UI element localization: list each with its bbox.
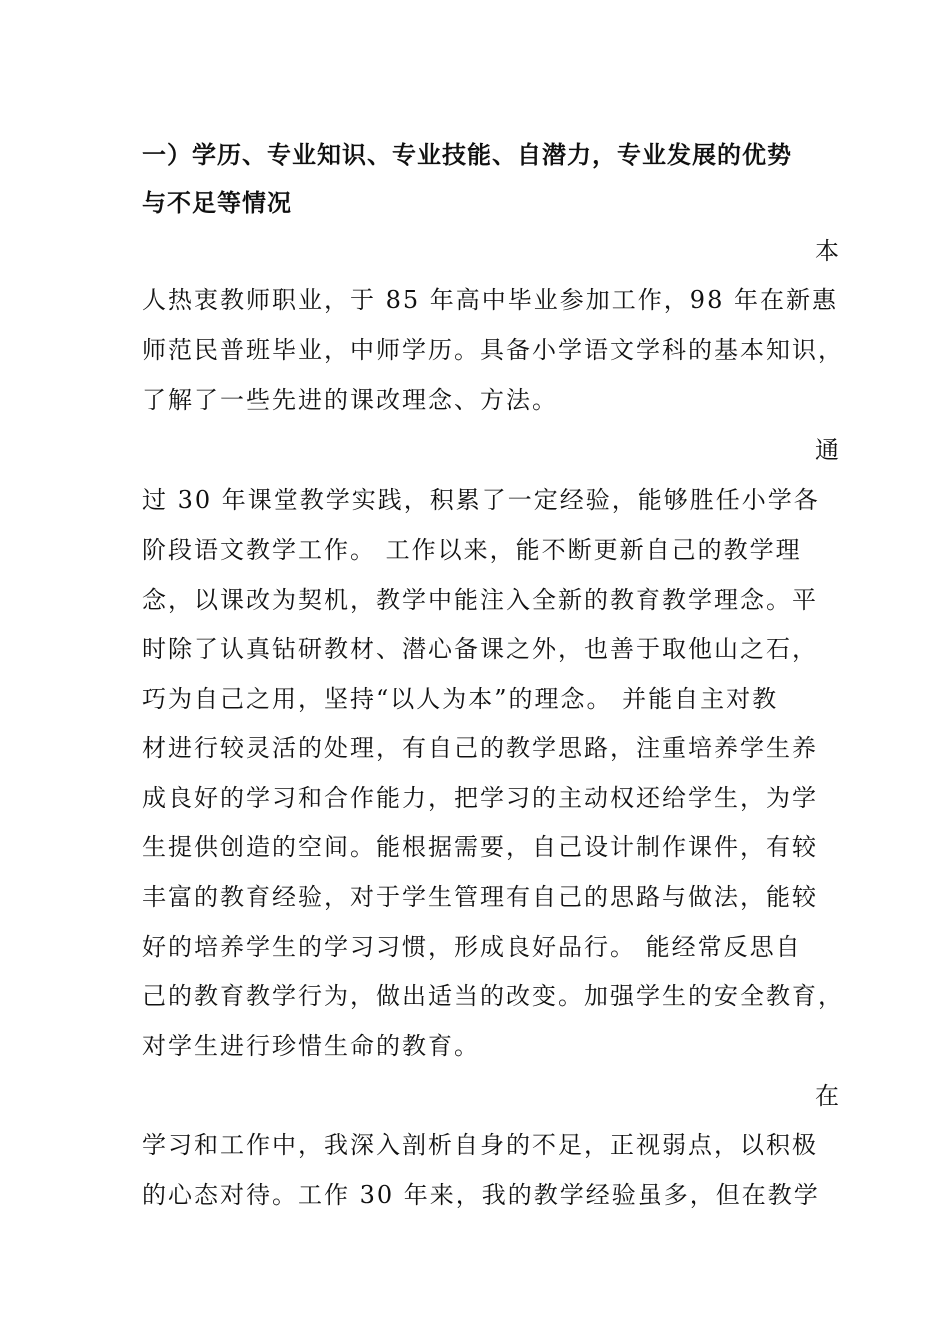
paragraph-2-line: 丰富的教育经验，对于学生管理有自己的思路与做法，能较	[142, 883, 818, 911]
paragraph-1-line: 了解了一些先进的课改理念、方法。	[142, 386, 558, 414]
paragraph-3-line: 学习和工作中，我深入剖析自身的不足，正视弱点，以积极	[142, 1131, 818, 1159]
paragraph-2-line: 己的教育教学行为，做出适当的改变。加强学生的安全教育，	[142, 982, 844, 1010]
paragraph-3-first-char: 在	[815, 1082, 839, 1110]
paragraph-2-line: 成良好的学习和合作能力，把学习的主动权还给学生，为学	[142, 784, 818, 812]
paragraph-2-line: 阶段语文教学工作。 工作以来，能不断更新自己的教学理	[142, 536, 802, 564]
paragraph-2-line: 对学生进行珍惜生命的教育。	[142, 1032, 480, 1060]
heading-line-1: 一）学历、专业知识、专业技能、自潜力，专业发展的优势	[142, 141, 792, 169]
paragraph-2-line: 生提供创造的空间。能根据需要，自己设计制作课件，有较	[142, 833, 818, 861]
paragraph-2-line: 念，以课改为契机，教学中能注入全新的教育教学理念。平	[142, 586, 818, 614]
paragraph-2-first-char: 通	[815, 436, 839, 464]
paragraph-2-line: 材进行较灵活的处理，有自己的教学思路，注重培养学生养	[142, 734, 818, 762]
paragraph-3-line: 的心态对待。工作 30 年来，我的教学经验虽多，但在教学	[142, 1181, 820, 1209]
paragraph-1-line: 师范民普班毕业，中师学历。具备小学语文学科的基本知识，	[142, 336, 844, 364]
paragraph-2-line: 巧为自己之用，坚持“以人为本”的理念。 并能自主对教	[142, 685, 779, 713]
heading-line-2: 与不足等情况	[142, 189, 292, 217]
paragraph-2-line: 好的培养学生的学习习惯，形成良好品行。 能经常反思自	[142, 933, 802, 961]
paragraph-2-line: 过 30 年课堂教学实践，积累了一定经验，能够胜任小学各	[142, 486, 820, 514]
paragraph-2-line: 时除了认真钻研教材、潜心备课之外，也善于取他山之石，	[142, 635, 818, 663]
paragraph-1-line: 人热衷教师职业，于 85 年高中毕业参加工作，98 年在新惠	[142, 286, 838, 314]
section-heading	[142, 131, 832, 227]
paragraph-1-first-char: 本	[815, 237, 839, 265]
